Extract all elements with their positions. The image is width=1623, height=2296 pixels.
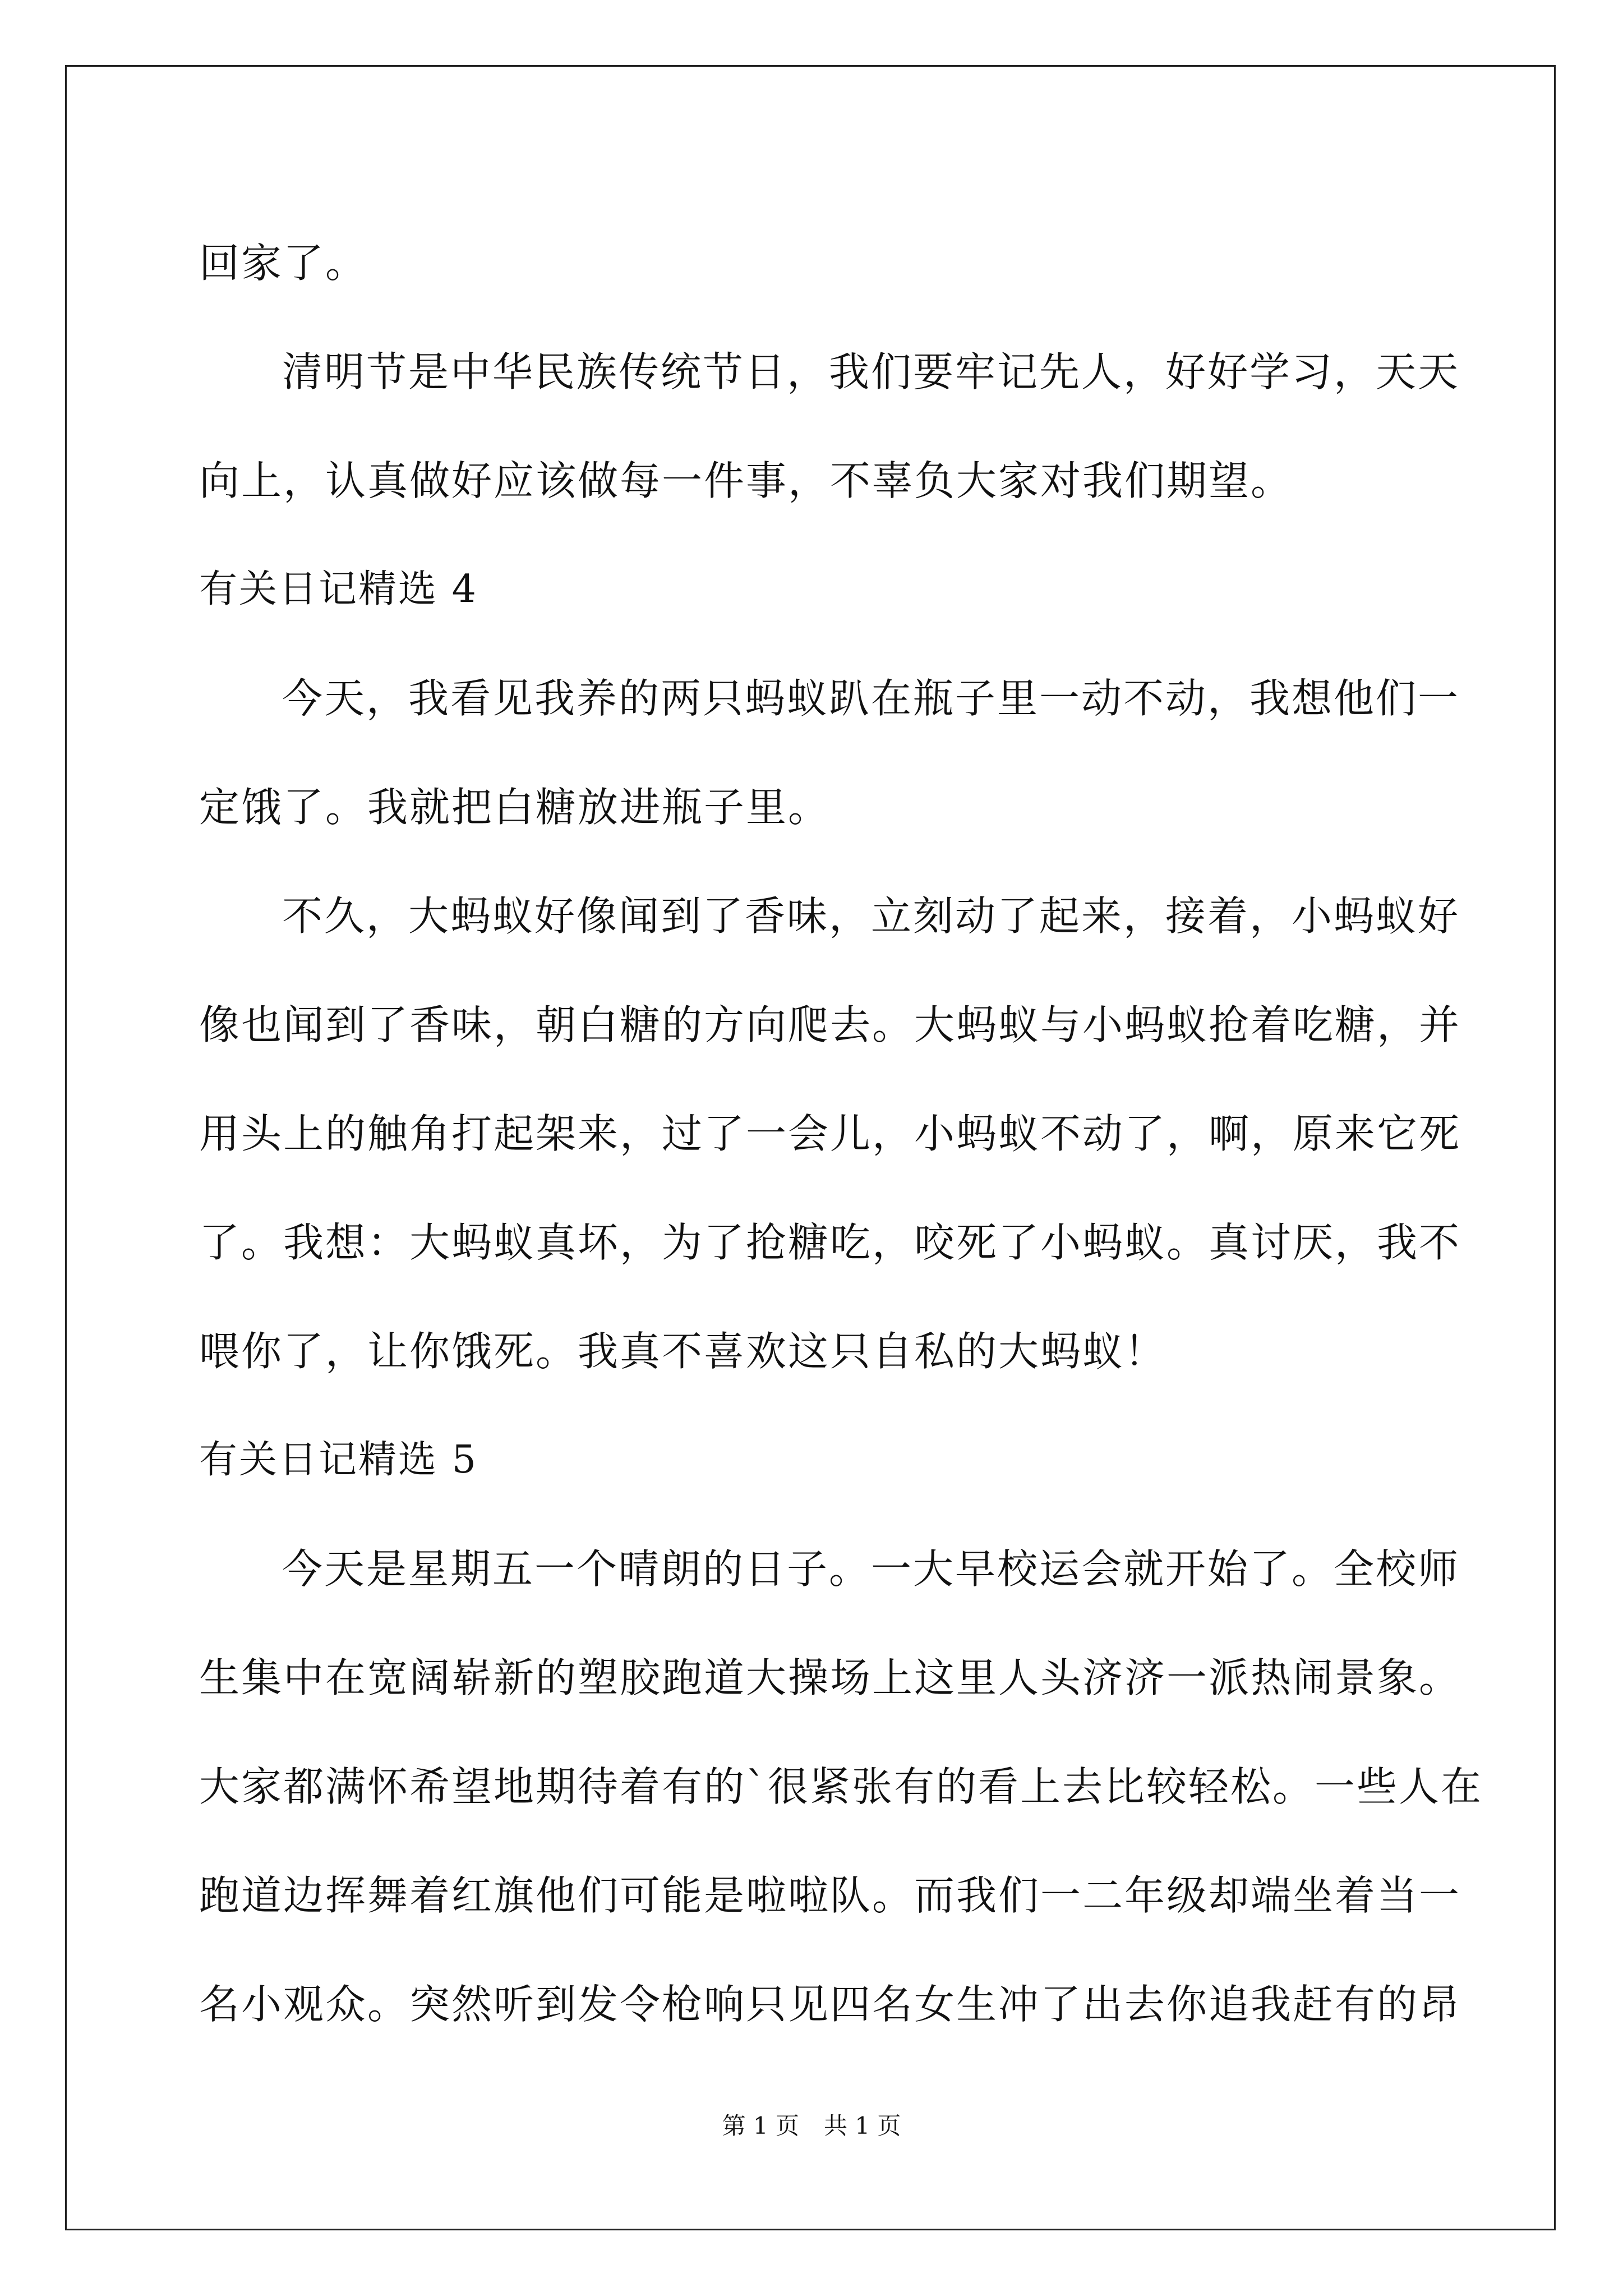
paragraph-line: 向上，认真做好应该做每一件事，不辜负大家对我们期望。: [199, 457, 1293, 504]
paragraph-line: 了。我想：大蚂蚁真坏，为了抢糖吃，咬死了小蚂蚁。真讨厌，我不: [199, 1219, 1461, 1266]
page-footer: [0, 2109, 1623, 2143]
paragraph-line: 定饿了。我就把白糖放进瓶子里。: [199, 784, 831, 831]
document-body: [199, 209, 1483, 2059]
paragraph-line: 大家都满怀希望地期待着有的`很紧张有的看上去比较轻松。一些人在: [199, 1763, 1483, 1810]
paragraph-line: 生集中在宽阔崭新的塑胶跑道大操场上这里人头济济一派热闹景象。: [199, 1654, 1461, 1701]
paragraph-line: 回家了。: [199, 240, 368, 287]
paragraph-line: 今天是星期五一个晴朗的日子。一大早校运会就开始了。全校师: [282, 1545, 1460, 1593]
section-heading: 有关日记精选 4: [199, 567, 478, 611]
page-count: 共 1 页: [824, 2112, 901, 2139]
paragraph-line: 今天，我看见我养的两只蚂蚁趴在瓶子里一动不动，我想他们一: [282, 675, 1460, 722]
paragraph-line: 跑道边挥舞着红旗他们可能是啦啦队。而我们一二年级却端坐着当一: [199, 1872, 1461, 1919]
paragraph-line: 用头上的触角打起架来，过了一会儿，小蚂蚁不动了，啊，原来它死: [199, 1110, 1461, 1157]
paragraph-line: 清明节是中华民族传统节日，我们要牢记先人，好好学习，天天: [282, 348, 1460, 395]
section-heading: 有关日记精选 5: [199, 1438, 478, 1482]
paragraph-line: 不久，大蚂蚁好像闻到了香味，立刻动了起来，接着，小蚂蚁好: [282, 892, 1460, 940]
paragraph-line: 喂你了，让你饿死。我真不喜欢这只自私的大蚂蚁！: [199, 1328, 1167, 1375]
page-number: 第 1 页: [722, 2112, 799, 2139]
paragraph-line: 像也闻到了香味，朝白糖的方向爬去。大蚂蚁与小蚂蚁抢着吃糖，并: [199, 1001, 1461, 1048]
paragraph-line: 名小观众。突然听到发令枪响只见四名女生冲了出去你追我赶有的昂: [199, 1981, 1461, 2028]
